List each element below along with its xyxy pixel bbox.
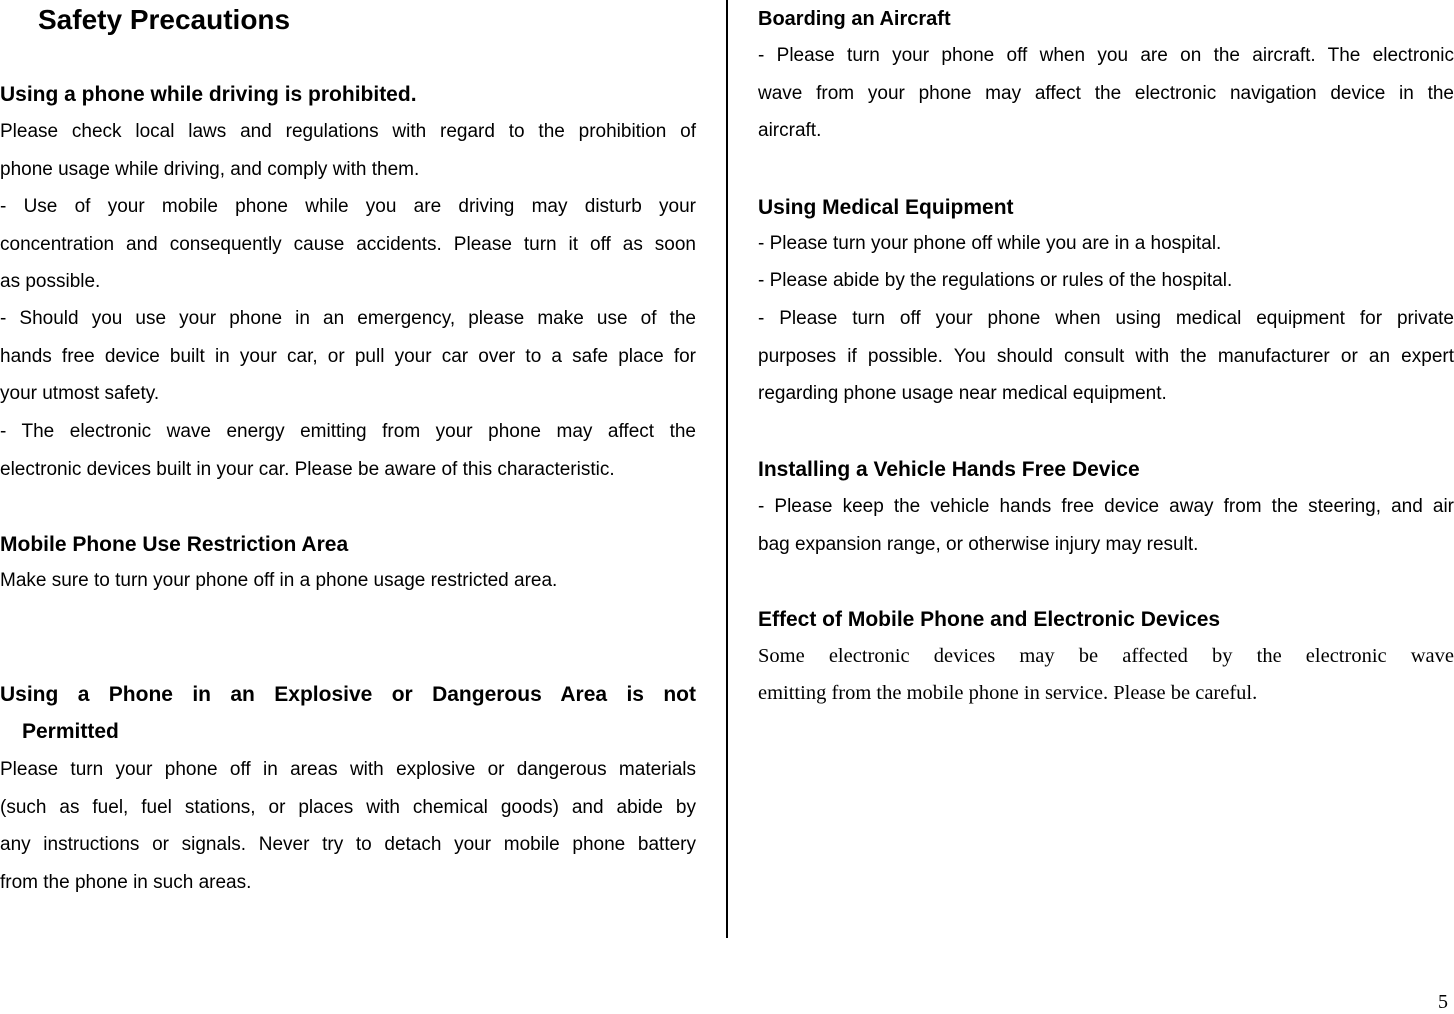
page-number: 5 — [1438, 991, 1448, 1013]
text-line: (such as fuel, fuel stations, or places with chemical goods) and abide by — [0, 796, 696, 818]
explosive-text — [0, 751, 696, 901]
restriction-heading: Mobile Phone Use Restriction Area — [0, 533, 349, 556]
text-line: regarding phone usage near medical equipment. — [758, 383, 1167, 404]
text-line: bag expansion range, or otherwise injury may result. — [758, 533, 1199, 555]
text-line: - Please turn your phone off when you are on the aircraft. The electronic — [758, 45, 1454, 66]
driving-item-1 — [0, 188, 696, 301]
vehicle-text — [758, 488, 1454, 563]
medical-heading: Using Medical Equipment — [758, 196, 1014, 219]
text-line: - Please turn your phone off while you are in a hospital. — [758, 233, 1222, 254]
text-line: emitting from the mobile phone in service. Please be careful. — [758, 682, 1258, 704]
vehicle-heading: Installing a Vehicle Hands Free Device — [758, 458, 1140, 481]
text-line: Please turn your phone off in areas with explosive or dangerous materials — [0, 759, 696, 780]
text-line: - Please turn off your phone when using medical equipment for private — [758, 308, 1454, 329]
text-line: aircraft. — [758, 120, 822, 141]
heading-line: Permitted — [22, 720, 119, 743]
column-divider — [726, 0, 728, 938]
text-line: electronic devices built in your car. Please be aware of this characteristic. — [0, 458, 615, 480]
electronic-heading: Effect of Mobile Phone and Electronic Devices — [758, 608, 1221, 631]
text-line: purposes if possible. You should consult with the manufacturer or an expert — [758, 345, 1454, 367]
text-line: phone usage while driving, and comply with them. — [0, 158, 420, 180]
text-line: from the phone in such areas. — [0, 871, 252, 893]
text-line: your utmost safety. — [0, 383, 160, 404]
medical-item-3 — [758, 300, 1454, 413]
driving-item-3 — [0, 413, 696, 488]
medical-item-1 — [758, 225, 1454, 263]
text-line: concentration and consequently cause accidents. Please turn it off as soon — [0, 233, 696, 255]
text-line: - Please keep the vehicle hands free device away from the steering, and air — [758, 496, 1454, 517]
driving-heading: Using a phone while driving is prohibited. — [0, 83, 417, 106]
text-line: as possible. — [0, 271, 101, 292]
medical-item-2 — [758, 262, 1454, 300]
page-title: Safety Precautions — [38, 4, 291, 35]
text-line: Please check local laws and regulations with regard to the prohibition of — [0, 121, 696, 142]
aircraft-text — [758, 37, 1454, 150]
text-line: hands free device built in your car, or pull your car over to a safe place for — [0, 345, 696, 367]
explosive-heading — [0, 676, 696, 750]
text-line: wave from your phone may affect the electronic navigation device in the — [758, 82, 1454, 104]
electronic-text — [758, 638, 1454, 712]
heading-line: Using a Phone in an Explosive or Dangerous Area is not — [0, 683, 696, 706]
text-line: any instructions or signals. Never try to detach your mobile phone battery — [0, 834, 696, 855]
aircraft-heading: Boarding an Aircraft — [758, 8, 951, 30]
text-line: - Should you use your phone in an emergency, please make use of the — [0, 308, 696, 329]
driving-item-2 — [0, 300, 696, 413]
text-line: Some electronic devices may be affected by the electronic wave — [758, 645, 1454, 667]
driving-intro — [0, 113, 696, 188]
restriction-text — [0, 562, 696, 600]
text-line: Make sure to turn your phone off in a phone usage restricted area. — [0, 570, 558, 591]
text-line: - Please abide by the regulations or rules of the hospital. — [758, 270, 1233, 291]
text-line: - Use of your mobile phone while you are driving may disturb your — [0, 196, 696, 217]
text-line: - The electronic wave energy emitting from your phone may affect the — [0, 421, 696, 442]
